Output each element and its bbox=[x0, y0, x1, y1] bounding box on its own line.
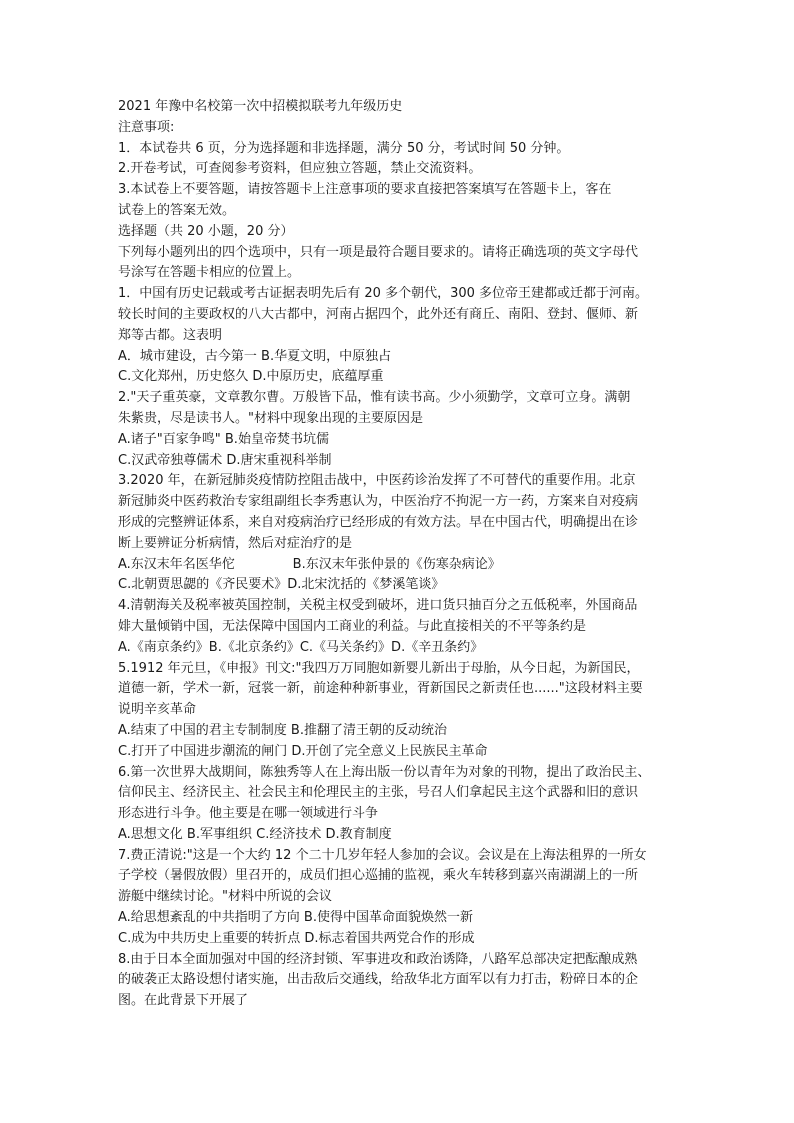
question-7-stem: 7.费正清说:"这是一个大约 12 个二十几岁年轻人参加的会议。会议是在上海法租界的一所女 bbox=[118, 847, 647, 863]
section-instruction: 号涂写在答题卡相应的位置上。 bbox=[118, 265, 301, 281]
notice-line: 2.开卷考试，可查阅参考资料，但应独立答题，禁止交流资料。 bbox=[118, 161, 482, 177]
question-6-stem: 6.第一次世界大战期间，陈独秀等人在上海出版一份以青年为对象的刊物，提出了政治民主、 bbox=[118, 764, 651, 780]
question-1-options: C.文化郑州，历史悠久 D.中原历史，底蕴厚重 bbox=[118, 369, 384, 385]
question-1-stem: 郑等古都。这表明 bbox=[118, 327, 223, 343]
question-4-options: A.《南京条约》B.《北京条约》C.《马关条约》D.《辛丑条约》 bbox=[118, 639, 484, 655]
question-1-stem: 较长时间的主要政权的八大古都中，河南占据四个，此外还有商丘、南阳、登封、偃师、新 bbox=[118, 306, 639, 322]
section-instruction: 下列每小题列出的四个选项中，只有一项是最符合题目要求的。请将正确选项的英文字母代 bbox=[118, 244, 639, 260]
notice-line: 1．本试卷共 6 页，分为选择题和非选择题，满分 50 分，考试时间 50 分钟。 bbox=[118, 140, 570, 156]
question-6-stem: 形态进行斗争。他主要是在哪一领域进行斗争 bbox=[118, 806, 379, 822]
question-3-stem: 断上要辨证分析病情，然后对症治疗的是 bbox=[118, 535, 353, 551]
question-7-options: C.成为中共历史上重要的转折点 D.标志着国共两党合作的形成 bbox=[118, 930, 475, 946]
exam-title: 2021 年豫中名校第一次中招模拟联考九年级历史 bbox=[118, 99, 403, 114]
question-3-options: C.北朝贾思勰的《齐民要术》D.北宋沈括的《梦溪笔谈》 bbox=[118, 577, 445, 593]
question-2-stem: 朱紫贵，尽是读书人。"材料中现象出现的主要原因是 bbox=[118, 410, 423, 426]
question-6-stem: 信仰民主、经济民主、社会民主和伦理民主的主张，号召人们拿起民主这个武器和旧的意识 bbox=[118, 785, 639, 801]
question-8-stem: 的破袭正太路设想付诸实施，出击敌后交通线，给敌华北方面军以有力打击，粉碎日本的企 bbox=[118, 972, 639, 988]
question-3-stem: 3.2020 年，在新冠肺炎疫情防控阻击战中，中医药诊治发挥了不可替代的重要作用。北京 bbox=[118, 473, 636, 489]
question-8-stem: 图。在此背景下开展了 bbox=[118, 993, 249, 1009]
question-2-stem: 2."天子重英豪，文章教尔曹。万般皆下品，惟有读书高。少小须勤学，文章可立身。满朝 bbox=[118, 390, 631, 406]
question-2-options: A.诸子"百家争鸣" B.始皇帝焚书坑儒 bbox=[118, 431, 329, 447]
question-4-stem: 4.清朝海关及税率被英国控制，关税主权受到破坏，进口货只抽百分之五低税率，外国商品 bbox=[118, 598, 638, 614]
question-5-stem: 说明辛亥革命 bbox=[118, 702, 197, 718]
question-5-stem: 5.1912 年元旦，《申报》刊文:"我四万万同胞如新婴儿新出于母胎，从今日起，为新国民， bbox=[118, 660, 640, 676]
question-7-options: A.给思想紊乱的中共指明了方向 B.使得中国革命面貌焕然一新 bbox=[118, 910, 473, 926]
question-7-stem: 子学校（暑假放假）里召开的，成员们担心巡捕的监视，乘火车转移到嘉兴南湖湖上的一所 bbox=[118, 868, 639, 884]
question-5-options: A.结束了中国的君主专制制度 B.推翻了清王朝的反动统治 bbox=[118, 722, 447, 738]
question-2-options: C.汉武帝独尊儒术 D.唐宋重视科举制 bbox=[118, 452, 332, 468]
notice-line: 3.本试卷上不要答题，请按答题卡上注意事项的要求直接把答案填写在答题卡上，客在 bbox=[118, 182, 612, 198]
question-3-options: A.东汉末年名医华佗 B.东汉末年张仲景的《伤寒杂病论》 bbox=[118, 556, 501, 572]
question-1-options: A．城市建设，古今第一 B.华夏文明，中原独占 bbox=[118, 348, 392, 364]
question-7-stem: 游艇中继续讨论。"材料中所说的会议 bbox=[118, 889, 332, 905]
question-8-stem: 8.由于日本全面加强对中国的经济封锁、军事进攻和政治诱降，八路军总部决定把酝酿成熟 bbox=[118, 951, 638, 967]
notice-line: 试卷上的答案无效。 bbox=[118, 202, 236, 218]
question-5-stem: 道德一新，学术一新，冠裳一新，前途种种新事业，胥新国民之新责任也......"这段材料主要 bbox=[118, 681, 643, 697]
question-6-options: A.思想文化 B.军事组织 C.经济技术 D.教育制度 bbox=[118, 826, 392, 842]
section-heading: 选择题（共 20 小题，20 分） bbox=[118, 223, 294, 239]
question-3-stem: 新冠肺炎中医药救治专家组副组长李秀惠认为，中医治疗不拘泥一方一药，方案来自对疫病 bbox=[118, 494, 639, 510]
notice-heading: 注意事项: bbox=[118, 119, 175, 135]
question-5-options: C.打开了中国进步潮流的闸门 D.开创了完全意义上民族民主革命 bbox=[118, 743, 488, 759]
question-4-stem: 婔大量倾销中国，无法保障中国国内工商业的利益。与此直接相关的不平等条约是 bbox=[118, 618, 587, 634]
exam-paper-body bbox=[118, 97, 692, 1012]
question-1-stem: 1．中国有历史记载或考古证据表明先后有 20 多个朝代，300 多位帝王建都或迁都于河南。 bbox=[118, 286, 649, 302]
question-3-stem: 形成的完整辨证体系，来自对疫病治疗已经形成的有效方法。早在中国古代，明确提出在诊 bbox=[118, 514, 639, 530]
